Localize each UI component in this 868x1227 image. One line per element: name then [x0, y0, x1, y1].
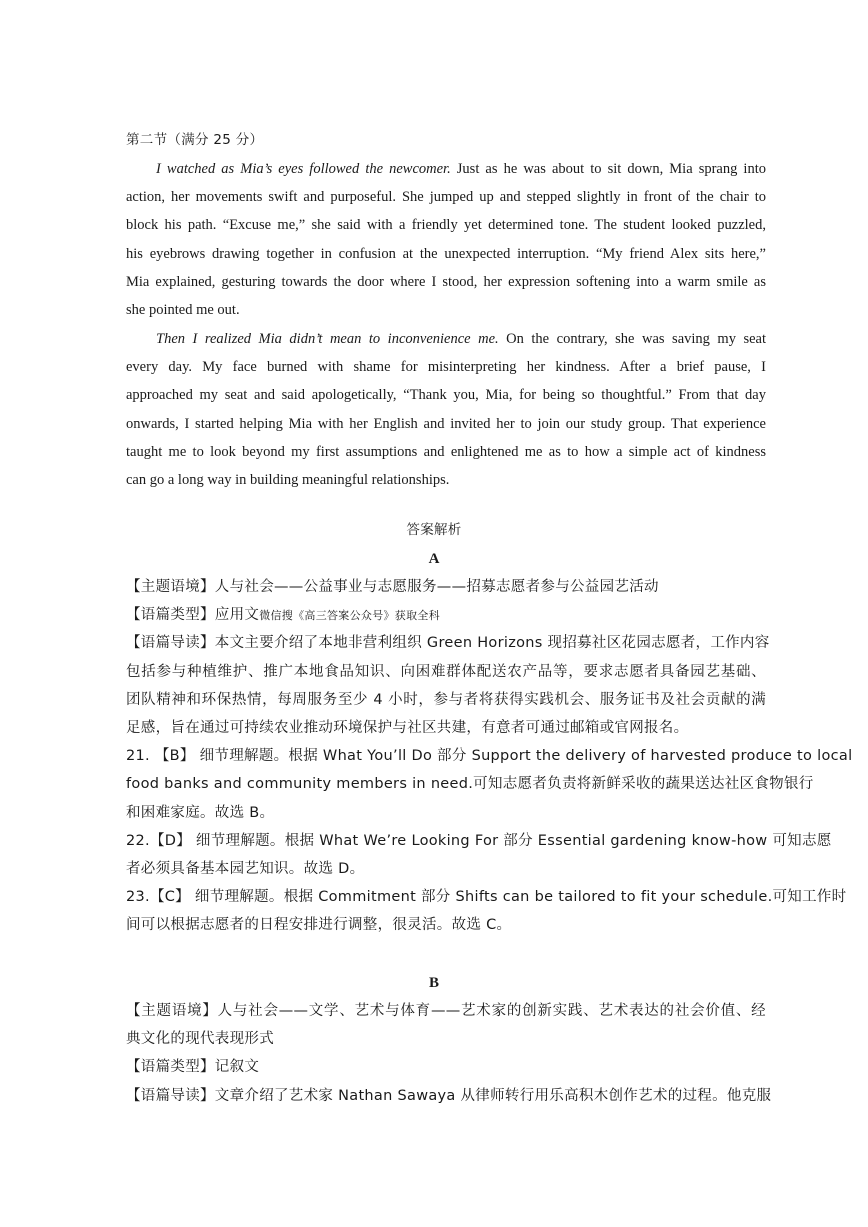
italic-lead-sentence: I watched as Mia’s eyes followed the newcomer. [156, 161, 451, 177]
paragraph-2 [126, 325, 766, 494]
answer-21-line: 21. 【B】 细节理解题。根据 What You’ll Do 部分 Support the delivery of harvested produce to local [126, 748, 853, 765]
paragraph-line: action, her movements swift and purposeful. She jumped up and stepped slightly in front of the chair to [126, 189, 766, 206]
text-span: Just as he was about to sit down, Mia sprang into [450, 161, 766, 177]
paragraph-line [126, 325, 766, 353]
guide-line: 包括参与种植维护、推广本地食品知识、向困难群体配送农产品等，要求志愿者具备园艺基础、 [126, 663, 766, 680]
answer-title: 答案解析 [406, 522, 462, 538]
answer-23-line: 间可以根据志愿者的日程安排进行调整，很灵活。故选 C。 [126, 917, 512, 934]
type-label: 【语篇类型】应用文 [126, 607, 260, 624]
section-a-letter: A [428, 551, 440, 567]
section-heading: 第二节（满分 25 分） [126, 132, 264, 148]
answer-23-line: 23.【C】 细节理解题。根据 Commitment 部分 Shifts can be tailored to fit your schedule.可知工作时 [126, 889, 847, 906]
theme-line: 典文化的现代表现形式 [126, 1031, 274, 1048]
answer-21-line: 和困难家庭。故选 B。 [126, 804, 275, 821]
paragraph-line: every day. My face burned with shame for misinterpreting her kindness. After a brief pause, I [126, 359, 766, 376]
guide-line: 足感，旨在通过可持续农业推动环境保护与社区共建，有意者可通过邮箱或官网报名。 [126, 719, 689, 736]
paragraph-line [126, 155, 766, 183]
italic-lead-sentence: Then I realized Mia didn’t mean to inconvenience me. [156, 331, 499, 347]
paragraph-line: onwards, I started helping Mia with her English and invited her to join our study group. That experience [126, 415, 766, 432]
guide-line: 团队精神和环保热情，每周服务至少 4 小时，参与者将获得实践机会、服务证书及社会贡献的满 [126, 691, 766, 708]
paragraph-line: Mia explained, gesturing towards the door where I stood, her expression softening into a warm smile as [126, 273, 766, 290]
watermark-text: 微信搜《高三答案公众号》获取全科 [259, 609, 441, 623]
type-line: 【语篇类型】记叙文 [126, 1059, 260, 1076]
answer-21-line: food banks and community members in need.可知志愿者负责将新鲜采收的蔬果送达社区食物银行 [126, 776, 814, 793]
answer-22-line: 者必须具备基本园艺知识。故选 D。 [126, 860, 365, 877]
paragraph-1 [126, 155, 766, 324]
type-line [126, 601, 766, 629]
text-span: On the contrary, she was saving my seat [498, 331, 767, 347]
paragraph-line: his eyebrows drawing together in confusion at the unexpected interruption. “My friend Alex sits here,” [126, 245, 766, 262]
guide-line: 【语篇导读】文章介绍了艺术家 Nathan Sawaya 从律师转行用乐高积木创作艺术的过程。他克服 [126, 1087, 772, 1104]
paragraph-line: she pointed me out. [126, 301, 240, 318]
section-a [126, 573, 853, 939]
theme-line: 【主题语境】人与社会——文学、艺术与体育——艺术家的创新实践、艺术表达的社会价值、经 [126, 1003, 766, 1019]
answer-22-line: 22.【D】 细节理解题。根据 What We’re Looking For 部分 Essential gardening know-how 可知志愿 [126, 832, 832, 849]
paragraph-line: can go a long way in building meaningful relationships. [126, 471, 450, 488]
paragraph-line: approached my seat and said apologetically, “Thank you, Mia, for being so thoughtful.” From that day [126, 387, 766, 404]
guide-line: 【语篇导读】本文主要介绍了本地非营利组织 Green Horizons 现招募社区花园志愿者，工作内容 [126, 635, 770, 652]
paragraph-line: taught me to look beyond my first assumptions and enlightened me as to how a simple act of kindness [126, 443, 766, 460]
paragraph-line: block his path. “Excuse me,” she said with a friendly yet determined tone. The student looked puzzled, [126, 217, 766, 234]
theme-line: 【主题语境】人与社会——公益事业与志愿服务——招募志愿者参与公益园艺活动 [126, 579, 659, 595]
section-b-letter: B [428, 975, 439, 991]
section-b [126, 997, 772, 1110]
